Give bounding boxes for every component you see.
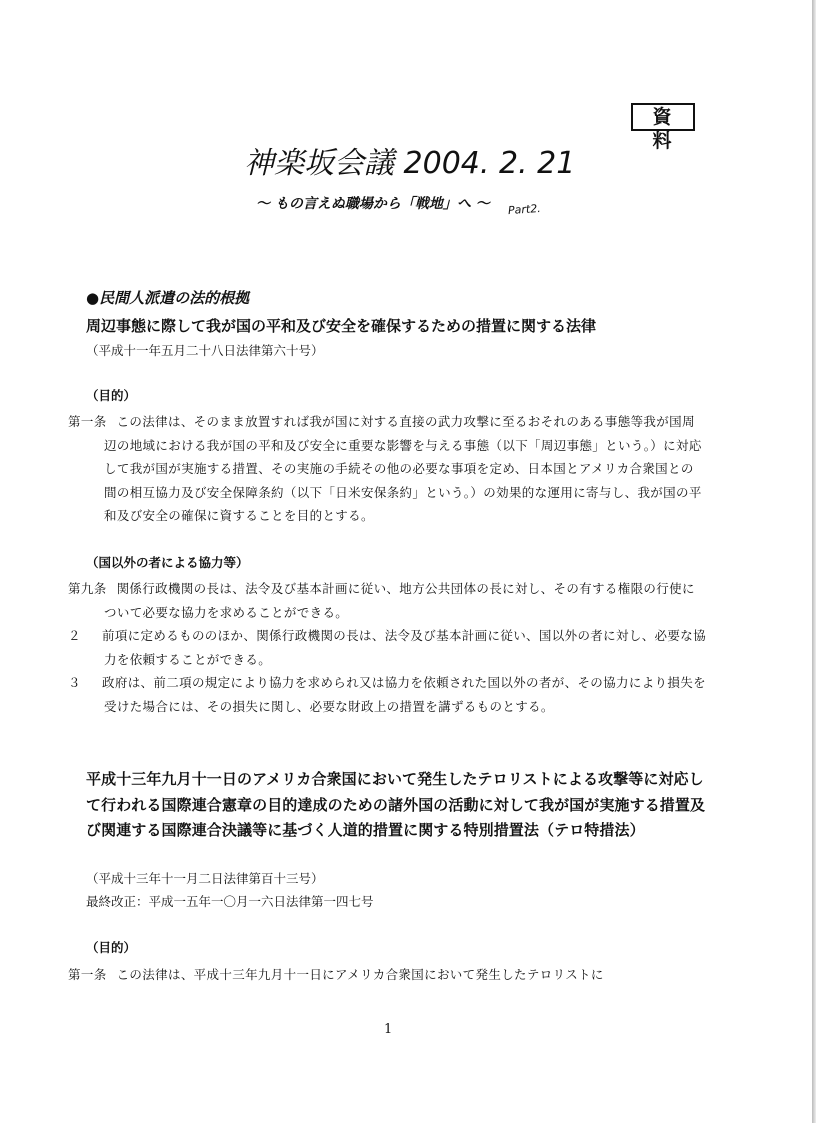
page-number: 1 [384, 1022, 393, 1037]
section-heading: ●民間人派遣の法的根拠 [86, 289, 250, 307]
paragraph-3: ３ 政府は、前二項の規定により協力を求められ又は協力を依頼された国以外の者が、その協力により損失を受けた場合には、その損失に関し、必要な財政上の措置を講ずるものとする。 [68, 675, 706, 714]
law-number-1: （平成十一年五月二十八日法律第六十号） [86, 343, 324, 358]
article-text: この法律は、平成十三年九月十一日にアメリカ合衆国において発生したテロリストに [116, 967, 604, 982]
handwritten-note: Part2. [507, 201, 542, 218]
law-title-2: 平成十三年九月十一日のアメリカ合衆国において発生したテロリストによる攻撃等に対応して行われる国際連合憲章の目的達成のための諸外国の活動に対して我が国が実施する措置及び関連する国際連合決議等に基づく人道的措置に関する特別措置法（テロ特措法） [86, 770, 706, 839]
article-9-paragraph [68, 577, 706, 624]
article-label: 第九条 [68, 581, 107, 596]
document-label: 資 料 [631, 103, 695, 131]
document-subtitle: 〜 もの言えぬ職場から「戦地」へ 〜 [256, 196, 490, 212]
paragraph-2: ２ 前項に定めるもののほか、関係行政機関の長は、法令及び基本計画に従い、国以外の者に対し、必要な協力を依頼することができる。 [68, 628, 706, 667]
law-number-2: （平成十三年十一月二日法律第百十三号） [86, 871, 324, 886]
article-1-terror-paragraph [68, 963, 706, 987]
article-1 [68, 410, 706, 528]
cooperation-heading: （国以外の者による協力等） [86, 555, 249, 570]
purpose-heading-1: （目的） [86, 388, 137, 403]
scan-edge [812, 0, 816, 1123]
article-label: 第一条 [68, 414, 107, 429]
article-text: この法律は、そのまま放置すれば我が国に対する直接の武力攻撃に至るおそれのある事態等我が国周辺の地域における我が国の平和及び安全に重要な影響を与える事態（以下「周辺事態」という。）に対応して我が国が実施する措置、その実施の手続その他の必要な事項を定め、日本国とアメリカ合衆国との間の相互協力及び安全保障条約（以下「日米安保条約」という。）の効果的な運用に寄与し、我が国の平和及び安全の確保に資することを目的とする。 [104, 414, 702, 524]
article-label: 第一条 [68, 967, 107, 982]
article-text: 関係行政機関の長は、法令及び基本計画に従い、地方公共団体の長に対し、その有する権限の行使について必要な協力を求めることができる。 [104, 581, 695, 620]
paragraph-text: 前項に定めるもののほか、関係行政機関の長は、法令及び基本計画に従い、国以外の者に対し、必要な協力を依頼することができる。 [102, 628, 706, 667]
paragraph-text: 政府は、前二項の規定により協力を求められ又は協力を依頼された国以外の者が、その協力により損失を受けた場合には、その損失に関し、必要な財政上の措置を講ずるものとする。 [102, 675, 706, 714]
purpose-heading-2: （目的） [86, 940, 137, 955]
article-9 [68, 577, 706, 719]
article-1-terror [68, 963, 706, 987]
document-title: 神楽坂会議 2004. 2. 21 [244, 146, 576, 181]
article-1-paragraph [68, 410, 706, 528]
last-amendment: 最終改正：平成一五年一〇月一六日法律第一四七号 [86, 894, 374, 909]
law-title-1: 周辺事態に際して我が国の平和及び安全を確保するための措置に関する法律 [86, 317, 597, 335]
